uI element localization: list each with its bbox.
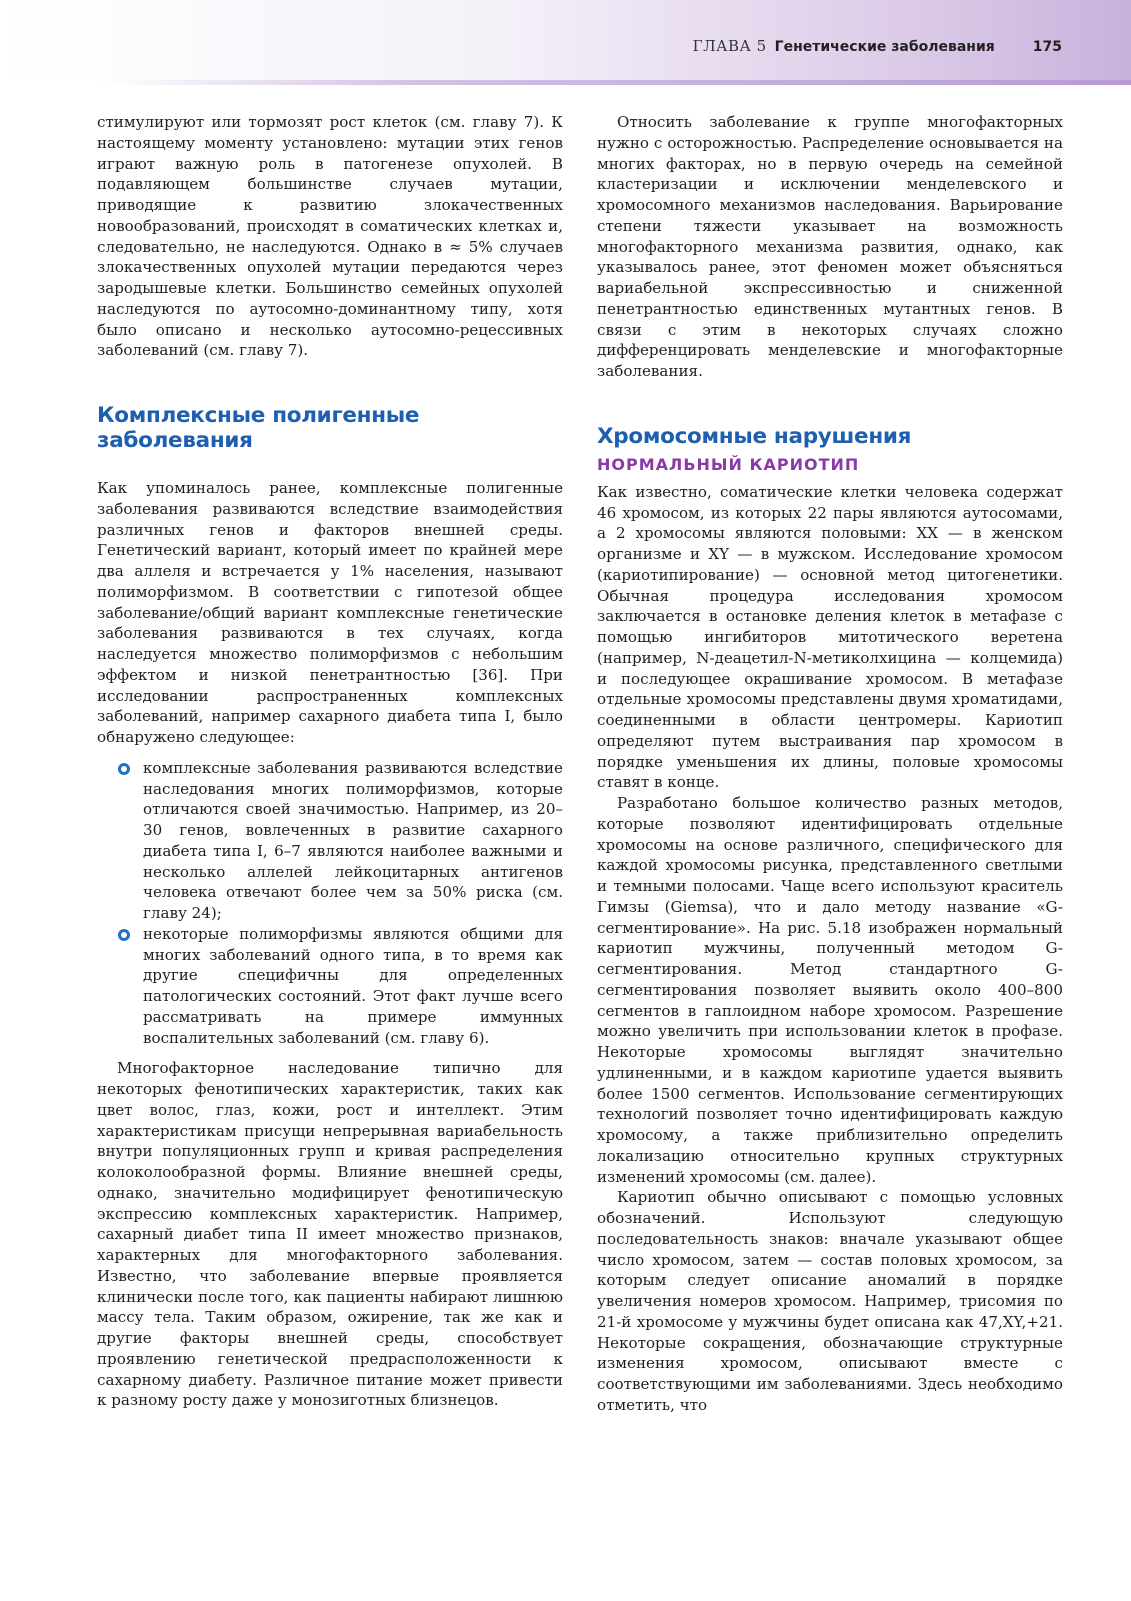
paragraph: Многофакторное наследование типично для некоторых фенотипических характеристик, таких как цвет волос, глаз, кожи, рост и интеллект. Этим характеристикам присущи непрерывная вариабельность внутри популяционных групп и кривая распределения колоколообразной формы. Влияние внешней среды, однако, значительно модифицирует фенотипическую экспрессию комплексных характеристик. Например, сахарный диабет типа II имеет множество признаков, характерных для многофакторного заболевания. Известно, что заболевание впервые проявляется клинически после того, как пациенты набирают лишнюю массу тела. Таким образом, ожирение, так же как и другие факторы внешней среды, способствует проявлению генетической предрасположенности к сахарному диабету. Различное питание может привести к разному росту даже у монозиготных близнецов. xyxy=(97,1059,563,1410)
paragraph: стимулируют или тормозят рост клеток (см. главу 7). К настоящему моменту установлено: мутации этих генов играют важную роль в патогенезе опухолей. В подавляющем большинстве случаев мутации, приводящие к развитию злокачественных новообразований, происходят в соматических клетках и, следовательно, не наследуются. Однако в ≈ 5% случаев злокачественных опухолей мутации передаются через зародышевые клетки. Большинство семейных опухолей наследуются по аутосомно-доминантному типу, хотя было описано и несколько аутосомно-рецессивных заболеваний (см. главу 7). xyxy=(97,113,563,360)
list-item-text: комплексные заболевания развиваются вследствие наследования многих полиморфизмов, которые отличаются своей значимостью. Например, из 20–30 генов, вовлеченных в развитие сахарного диабета типа I, 6–7 являются наиболее важными и несколько аллелей лейкоцитарных антигенов человека отвечают более чем за 50% риска (см. главу 24); xyxy=(143,758,563,922)
bullet-list xyxy=(97,758,563,1049)
left-column xyxy=(97,112,563,1411)
list-item-text: некоторые полиморфизмы являются общими для многих заболеваний одного типа, в то время как другие специфичны для определенных патологических состояний. Этот факт лучше всего рассматривать на примере иммунных воспалительных заболеваний (см. главу 6). xyxy=(143,924,563,1047)
bullet-icon xyxy=(118,929,130,941)
paragraph: Как известно, соматические клетки человека содержат 46 хромосом, из которых 22 пары являются аутосомами, а 2 хромосомы являются половыми: XX — в женском организме и XY — в мужском. Исследование хромосом (кариотипирование) — основной метод цитогенетики. Обычная процедура исследования хромосом заключается в остановке деления клеток в метафазе с помощью ингибиторов митотического веретена (например, N-деацетил-N-метиколхицина — колцемида) и последующее окрашивание хромосом. В метафазе отдельные хромосомы представлены двумя хроматидами, соединенными в области центромеры. Кариотип определяют путем выстраивания пар хромосом в порядке уменьшения их длины, половые хромосомы ставят в конце. xyxy=(597,482,1063,792)
list-item xyxy=(143,924,563,1049)
section-heading: Комплексные полигенные заболевания xyxy=(97,403,420,453)
bullet-icon xyxy=(118,763,130,775)
paragraph: Разработано большое количество разных методов, которые позволяют идентифицировать отдельные хромосомы на основе различного, специфического для каждой хромосомы рисунка, представленного светлыми и темными полосами. Чаще всего используют краситель Гимзы (Giemsa), что и дало методу название «G-сегментирование». На рис. 5.18 изображен нормальный кариотип мужчины, полученный методом G-сегментирования. Метод стандартного G-сегментирования позволяет выявить около 400–800 сегментов в гаплоидном наборе хромосом. Разрешение можно увеличить при использовании клеток в профазе. Некоторые хромосомы выглядят значительно удлиненными, и в каждом кариотипе удается выявить более 1500 сегментов. Использование сегментирующих технологий позволяет точно идентифицировать каждую хромосому, а также приблизительно определить локализацию относительно крупных структурных изменений хромосомы (см. далее). xyxy=(597,794,1063,1186)
section-heading: Хромосомные нарушения xyxy=(597,423,912,449)
paragraph: Кариотип обычно описывают с помощью условных обозначений. Используют следующую последовательность знаков: вначале указывают общее число хромосом, затем — состав половых хромосом, за которым следует описание аномалий в порядке увеличения номеров хромосом. Например, трисомия по 21-й хромосоме у мужчины будет описана как 47,XY,+21. Некоторые сокращения, обозначающие структурные изменения хромосом, описывают вместе с соответствующими им заболеваниями. Здесь необходимо отметить, что xyxy=(597,1188,1063,1414)
header-rule xyxy=(100,80,1131,85)
chapter-label: ГЛАВА 5 xyxy=(692,37,767,55)
running-head xyxy=(693,37,1062,55)
page-number: 175 xyxy=(1032,39,1062,55)
paragraph: Относить заболевание к группе многофакторных нужно с осторожностью. Распределение основывается на многих факторах, но в первую очередь на семейной кластеризации и исключении менделевского и хромосомного механизмов наследования. Варьирование степени тяжести указывает на возможность многофакторного механизма развития, однако, как указывалось ранее, этот феномен может объясняться вариабельной экспрессивностью и сниженной пенетрантностью единственных мутантных генов. В связи с этим в некоторых случаях сложно дифференцировать менделевские и многофакторные заболевания. xyxy=(597,113,1063,380)
subsection-heading: НОРМАЛЬНЫЙ КАРИОТИП xyxy=(597,454,860,474)
list-item xyxy=(143,758,563,924)
right-column xyxy=(597,112,1063,1416)
paragraph: Как упоминалось ранее, комплексные полигенные заболевания развиваются вследствие взаимодействия различных генов и факторов внешней среды. Генетический вариант, который имеет по крайней мере два аллеля и встречается у 1% населения, называют полиморфизмом. В соответствии с гипотезой общее заболевание/общий вариант комплексные генетические заболевания развиваются в тех случаях, когда наследуется множество полиморфизмов с небольшим эффектом и низкой пенетрантностью [36]. При исследовании распространенных комплексных заболеваний, например сахарного диабета типа I, было обнаружено следующее: xyxy=(97,479,563,746)
chapter-title: Генетические заболевания xyxy=(774,39,995,55)
